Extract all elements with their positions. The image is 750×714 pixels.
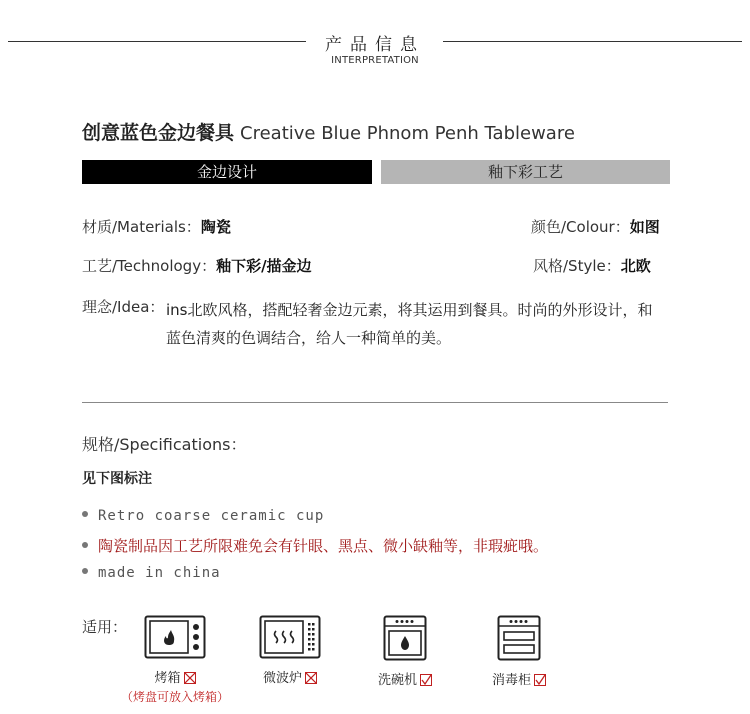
section-subtitle: INTERPRETATION bbox=[331, 55, 419, 66]
specifications-label: 规格/Specifications： bbox=[82, 435, 247, 454]
spec-bullet-text: Retro coarse ceramic cup bbox=[98, 508, 325, 524]
style-value: 北欧 bbox=[620, 257, 651, 275]
technology-label: 工艺/Technology： bbox=[82, 257, 217, 275]
idea-text: ins北欧风格，搭配轻奢金边元素，将其运用到餐具。时尚的外形设计，和蓝色清爽的色调结合，给人一种简单的美。 bbox=[166, 301, 653, 347]
list-item bbox=[82, 535, 548, 556]
spec-warning-text: 陶瓷制品因工艺所限难免会有针眼、黑点、微小缺釉等，非瑕疵哦。 bbox=[98, 537, 549, 555]
material-row bbox=[82, 216, 231, 237]
colour-row bbox=[531, 216, 660, 237]
oven-icon bbox=[144, 615, 206, 659]
appliance-microwave bbox=[225, 615, 355, 686]
material-value: 陶瓷 bbox=[200, 218, 231, 236]
list-item bbox=[82, 508, 324, 524]
technology-row bbox=[82, 255, 312, 276]
appliance-oven bbox=[110, 615, 240, 705]
appliance-label bbox=[225, 667, 355, 686]
appliance-sterilizer bbox=[454, 615, 584, 688]
section-title: 产品信息 bbox=[325, 35, 425, 55]
dishwasher-label: 洗碗机 bbox=[377, 673, 417, 688]
cross-icon bbox=[305, 672, 317, 684]
appliance-label bbox=[454, 669, 584, 688]
product-title bbox=[82, 118, 575, 145]
oven-note: （烤盘可放入烤箱） bbox=[120, 690, 229, 704]
colour-value: 如图 bbox=[629, 218, 660, 236]
product-title-cn: 创意蓝色金边餐具 bbox=[82, 122, 235, 144]
bullet-dot-icon bbox=[82, 511, 88, 517]
applicable-label: 适用： bbox=[82, 618, 128, 636]
colour-label: 颜色/Colour： bbox=[531, 218, 630, 236]
appliance-label bbox=[340, 669, 470, 688]
appliance-dishwasher bbox=[340, 615, 470, 688]
bullet-dot-icon bbox=[82, 568, 88, 574]
cross-icon bbox=[184, 672, 196, 684]
spec-bullet-text: made in china bbox=[98, 565, 221, 581]
idea-label: 理念/Idea： bbox=[82, 298, 165, 316]
section-divider bbox=[82, 402, 668, 403]
product-title-en: Creative Blue Phnom Penh Tableware bbox=[240, 123, 575, 144]
oven-label: 烤箱 bbox=[154, 671, 181, 686]
material-label: 材质/Materials： bbox=[82, 218, 201, 236]
sterilizer-label: 消毒柜 bbox=[491, 673, 531, 688]
technology-value: 釉下彩/描金边 bbox=[216, 257, 312, 275]
tab-gold-rim-design[interactable]: 金边设计 bbox=[82, 160, 372, 184]
check-icon bbox=[420, 674, 432, 686]
style-row bbox=[533, 255, 651, 276]
style-label: 风格/Style： bbox=[533, 257, 621, 275]
dishwasher-icon bbox=[383, 615, 427, 661]
microwave-label: 微波炉 bbox=[262, 671, 302, 686]
specifications-note: 见下图标注 bbox=[82, 471, 152, 487]
bullet-dot-icon bbox=[82, 542, 88, 548]
check-icon bbox=[534, 674, 546, 686]
appliance-label bbox=[110, 667, 240, 686]
tab-underglaze-craft[interactable]: 釉下彩工艺 bbox=[381, 160, 670, 184]
list-item bbox=[82, 565, 221, 581]
sterilizer-cabinet-icon bbox=[497, 615, 541, 661]
microwave-icon bbox=[259, 615, 321, 659]
